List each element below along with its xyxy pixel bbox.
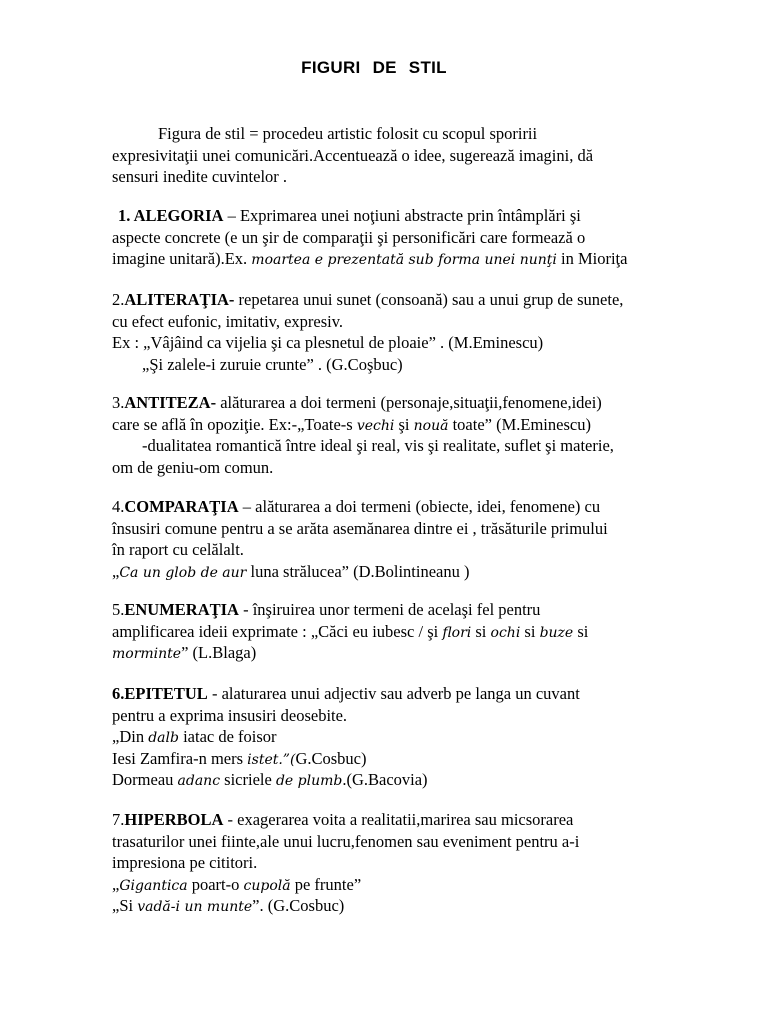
definition-text: însusiri comune pentru a se arăta asemănarea dintre ei , trăsăturile primului [112, 518, 608, 538]
example-text: iatac de foisor [178, 727, 277, 746]
intro-paragraph [112, 123, 672, 188]
definition-text: om de geniu-om comun. [112, 457, 274, 477]
source-text: G.Cosbuc) [295, 748, 367, 768]
example-text: toate” (M.Eminescu) [448, 414, 591, 434]
example-text: si [471, 621, 491, 641]
definition-text: alăturarea a doi termeni (personaje,situaţii,fenomene,idei) [216, 393, 602, 412]
section-heading: HIPERBOLA [124, 810, 224, 829]
section-heading: ENUMERAŢIA [124, 600, 239, 619]
section-enumeratia [112, 599, 672, 664]
example-italic: adanc [177, 773, 221, 789]
example-text: „ [112, 874, 120, 894]
example-text: „Si [112, 896, 138, 915]
source-text: .(G.Bacovia) [342, 770, 428, 789]
section-heading: ANTITEZA- [124, 393, 217, 412]
section-number: 6. [112, 684, 125, 703]
example-italic: vadă-i un munte [137, 899, 253, 915]
section-antiteza [112, 392, 672, 478]
definition-text: - exagerarea voita a realitatii,marirea sau micsorarea [223, 810, 574, 829]
definition-text: trasaturilor unei fiinte,ale unui lucru,fenomen sau eveniment pentru a-i [112, 831, 580, 851]
example-text: luna strălucea” (D.Bolintineanu ) [246, 561, 470, 581]
example-text: „ [112, 561, 120, 581]
example-text: Iesi Zamfira-n mers [112, 748, 248, 768]
section-heading: ALITERAŢIA- [124, 290, 235, 309]
source-text: in Mioriţa [556, 249, 628, 268]
definition-text: - alaturarea unui adjectiv sau adverb pe langa un cuvant [207, 684, 580, 703]
example-text: sicriele [220, 770, 276, 789]
example-text: Ex : „Vâjâind ca vijelia şi ca plesnetul de ploaie” . (M.Eminescu) [112, 333, 544, 352]
section-number: 4. [112, 497, 125, 516]
example-text: poart-o [187, 874, 244, 894]
example-italic: dalb [148, 730, 179, 746]
example-italic: vechi [356, 417, 395, 434]
example-italic: moartea e prezentată sub forma unei nunţi [251, 252, 557, 268]
section-number: 3. [112, 393, 125, 412]
definition-text: -dualitatea romantică între ideal şi real, vis şi realitate, suflet şi materie, [142, 436, 614, 455]
source-text: ” (L.Blaga) [181, 643, 257, 662]
example-text: „Şi zalele-i zuruie crunte” . (G.Coşbuc) [142, 354, 403, 374]
example-text: şi [394, 414, 414, 434]
example-italic: buze [539, 624, 574, 641]
definition-text: aspecte concrete (e un şir de comparaţii şi personificări care formează o [112, 227, 586, 247]
example-italic: Ca un glob de aur [119, 564, 247, 581]
example-italic: cupolă [243, 877, 291, 894]
section-heading: 1. ALEGORIA [118, 206, 224, 225]
definition-text: – Exprimarea unei noţiuni abstracte prin întâmplări şi [223, 206, 581, 225]
definition-text: – alăturarea a doi termeni (obiecte, idei, fenomene) cu [238, 497, 601, 516]
definition-text: pentru a exprima insusiri deosebite. [112, 705, 348, 725]
section-heading: EPITETUL [124, 684, 208, 703]
example-italic: nouă [413, 417, 449, 434]
example-italic: de plumb [275, 773, 343, 789]
source-text: ”. (G.Cosbuc) [252, 896, 345, 915]
section-epitetul [112, 683, 672, 791]
definition-text: imagine unitară).Ex. [112, 249, 252, 268]
example-text: Dormeau [112, 770, 178, 789]
definition-text: repetarea unui sunet (consoană) sau a unui grup de sunete, [234, 290, 624, 309]
intro-line: sensuri inedite cuvintelor . [112, 167, 288, 186]
example-italic: istet.”( [247, 751, 296, 768]
example-text: si [573, 621, 589, 641]
example-text: „Din [112, 727, 149, 746]
intro-line: Figura de stil = procedeu artistic folosit cu scopul sporirii [158, 124, 538, 143]
example-text: amplificarea ideii exprimate : „Căci eu iubesc / şi [112, 621, 443, 641]
section-number: 2. [112, 290, 125, 309]
example-italic: Gigantica [119, 877, 188, 894]
example-text: pe frunte” [290, 874, 362, 894]
section-heading: COMPARAŢIA [124, 497, 239, 516]
definition-text: - înşiruirea unor termeni de acelaşi fel pentru [238, 600, 541, 619]
section-number: 5. [112, 600, 125, 619]
page-title: FIGURI DE STIL [301, 58, 447, 77]
example-italic: flori [442, 624, 472, 641]
example-text: si [520, 621, 540, 641]
intro-line: expresivitaţii unei comunicări.Accentuează o idee, sugerează imagini, dă [112, 145, 594, 165]
example-text: care se află în opoziţie. Ex:-„Toate-s [112, 414, 357, 434]
section-number: 7. [112, 810, 125, 829]
section-aliteratia [112, 289, 672, 375]
example-italic: morminte [112, 646, 182, 662]
definition-text: impresiona pe cititori. [112, 853, 258, 872]
section-alegoria [112, 205, 672, 270]
example-italic: ochi [490, 624, 521, 641]
definition-text: cu efect eufonic, imitativ, expresiv. [112, 311, 344, 331]
definition-text: în raport cu celălalt. [112, 540, 244, 559]
section-comparatia [112, 496, 672, 582]
section-hiperbola [112, 809, 672, 917]
